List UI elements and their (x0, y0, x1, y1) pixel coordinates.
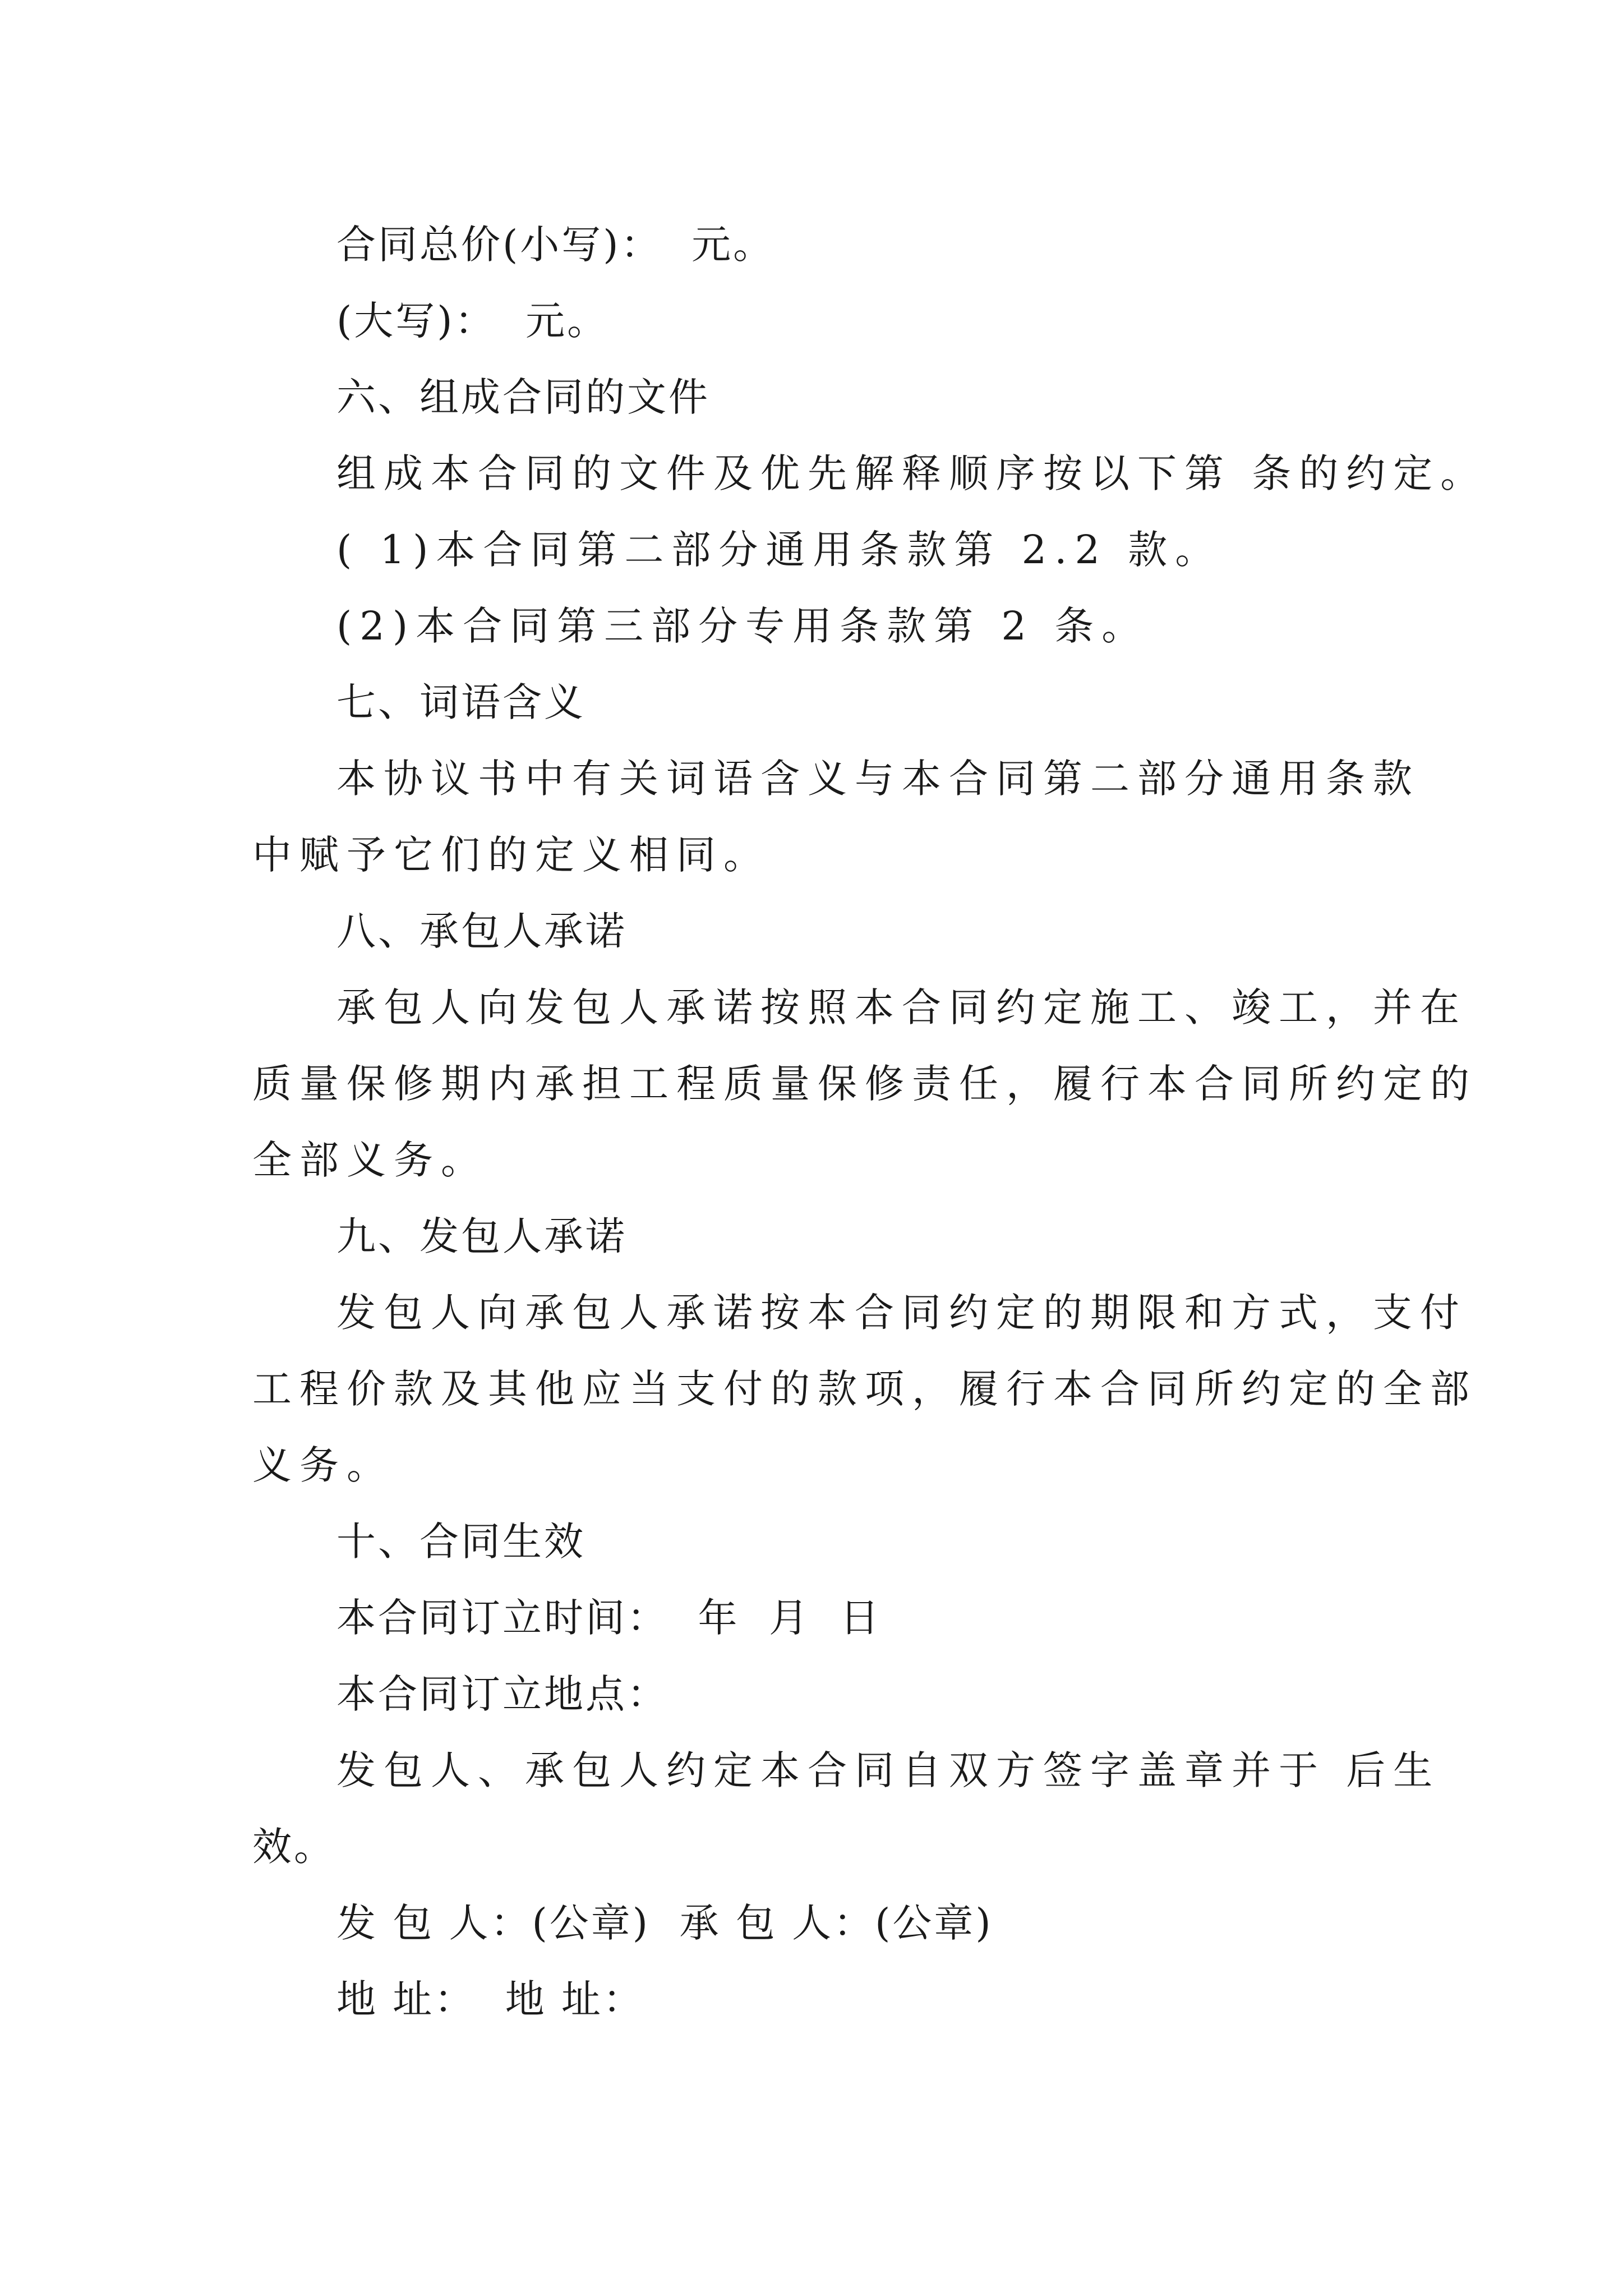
section-8-paragraph-line-3: 全部义务。 (252, 1137, 488, 1183)
section-10-paragraph-line-1: 发包人、承包人约定本合同自双方签字盖章并于 后生 (336, 1747, 1441, 1793)
section-6-heading: 六、组成合同的文件 (336, 374, 710, 420)
section-10-heading: 十、合同生效 (336, 1519, 585, 1565)
section-7-paragraph-line-1: 本协议书中有关词语含义与本合同第二部分通用条款 (336, 756, 1420, 802)
section-9-paragraph-line-2: 工程价款及其他应当支付的款项，履行本合同所约定的全部 (252, 1366, 1477, 1412)
party-address-line: 地 址： 地 址： (336, 1976, 645, 2022)
section-6-item-1: ( 1)本合同第二部分通用条款第 2.2 款。 (336, 527, 1223, 573)
contract-signing-date-line: 本合同订立时间： 年 月 日 (336, 1595, 882, 1641)
section-6-paragraph: 组成本合同的文件及优先解释顺序按以下第 条的约定。 (336, 450, 1488, 496)
section-9-paragraph-line-3: 义务。 (252, 1442, 394, 1488)
section-9-heading: 九、发包人承诺 (336, 1213, 627, 1259)
section-10-paragraph-line-2: 效。 (252, 1824, 335, 1870)
contract-total-uppercase-line: (大写)： 元。 (336, 298, 609, 344)
section-7-paragraph-line-2: 中赋予它们的定义相同。 (252, 832, 771, 878)
party-seal-line: 发 包 人：(公章) 承 包 人：(公章) (336, 1900, 993, 1946)
section-8-heading: 八、承包人承诺 (336, 908, 627, 954)
section-7-heading: 七、词语含义 (336, 679, 585, 725)
contract-total-lowercase-line: 合同总价(小写)： 元。 (336, 222, 775, 268)
section-6-item-2: (2)本合同第三部分专用条款第 2 条。 (336, 603, 1149, 649)
contract-signing-place-line: 本合同订立地点： (336, 1671, 668, 1717)
section-8-paragraph-line-1: 承包人向发包人承诺按照本合同约定施工、竣工，并在 (336, 984, 1467, 1030)
section-9-paragraph-line-1: 发包人向承包人承诺按本合同约定的期限和方式，支付 (336, 1290, 1467, 1336)
section-8-paragraph-line-2: 质量保修期内承担工程质量保修责任，履行本合同所约定的 (252, 1061, 1477, 1107)
